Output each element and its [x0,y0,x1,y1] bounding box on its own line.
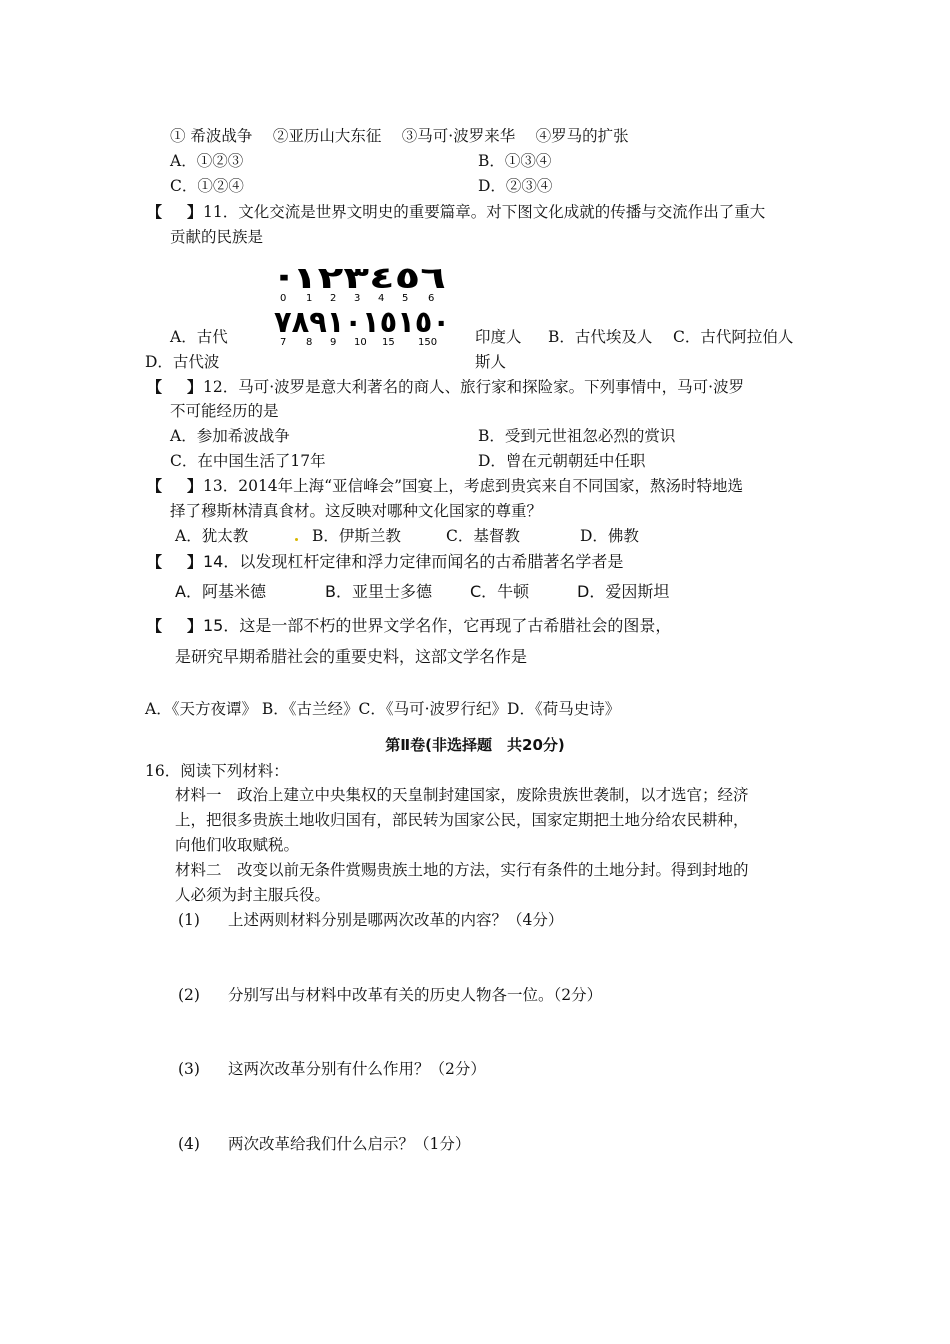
q15-options: A．《天方夜谭》 B．《古兰经》C．《马可·波罗行纪》D．《荷马史诗》 [145,700,621,718]
stray-dot [295,538,298,541]
q11-stem-line1: 11．文化交流是世界文明史的重要篇章。对下图文化成就的传播与交流作出了重大 [203,203,766,221]
answer-bracket-close: 】 [187,203,203,221]
answer-bracket-close: 】 [187,617,203,635]
q13-stem-line2: 择了穆斯林清真食材。这反映对哪种文化国家的尊重？ [170,502,543,520]
answer-bracket-open: 【 [147,203,163,221]
q15-stem-line1: 15．这是一部不朽的世界文学名作，它再现了古希腊社会的图景， [203,616,672,635]
q11-stem-line2: 贡献的民族是 [170,228,264,246]
numeral-label: 1 [306,293,313,304]
numeral-label: 7 [280,337,287,348]
numeral-label: 0 [280,293,287,304]
q13-option-c: C．基督教 [446,527,520,545]
q16-stem: 16．阅读下列材料： [145,762,289,780]
q16-sub2-number: (2) [178,986,200,1004]
q14-option-d: D．爱因斯坦 [577,582,670,601]
q13-option-d: D．佛教 [580,527,639,545]
q16-sub4-number: (4) [178,1135,200,1153]
section-title: 第Ⅱ卷(非选择题 共20分) [385,736,565,754]
answer-bracket-open: 【 [147,378,163,396]
answer-bracket-close: 】 [187,477,203,495]
q11-option-a-part2: 印度人 [475,328,522,346]
numeral-label: 3 [354,293,361,304]
q14-option-b: B．亚里士多德 [325,582,432,601]
q13-option-a: A．犹太教 [175,527,249,545]
q16-sub1-number: (1) [178,911,200,929]
numeral-label: 5 [402,293,409,304]
q10-option-b: B．①③④ [478,152,552,170]
answer-bracket-open: 【 [147,477,163,495]
numeral-label: 15 [382,337,395,348]
q12-option-c: C．在中国生活了17年 [170,452,326,470]
q16-sub4-text: 两次改革给我们什么启示？（1分） [228,1135,471,1153]
q10-option-d: D．②③④ [478,177,553,195]
q16-material2-line2: 人必须为封主服兵役。 [175,886,331,904]
q11-option-a-part1: A．古代 [170,328,228,346]
q12-stem-line1: 12．马可·波罗是意大利著名的商人、旅行家和探险家。下列事情中，马可·波罗 [203,378,745,396]
q16-sub3-text: 这两次改革分别有什么作用？（2分） [228,1060,486,1078]
q11-option-d-part1: D．古代波 [145,353,220,371]
answer-bracket-close: 】 [187,553,203,571]
answer-bracket-open: 【 [147,617,163,635]
q14-stem: 14．以发现杠杆定律和浮力定律而闻名的古希腊著名学者是 [203,552,624,571]
numeral-label: 6 [428,293,435,304]
answer-bracket-open: 【 [147,553,163,571]
q10-option-c: C．①②④ [170,177,244,195]
numerals-bottom-row: ٧٨٩١٠١٥١٥٠ [274,305,450,340]
q16-sub3-number: (3) [178,1060,200,1078]
numeral-label: 2 [330,293,337,304]
q16-material1-line3: 向他们收取赋税。 [175,836,300,854]
q11-option-d-part2: 斯人 [475,353,507,371]
numeral-label: 150 [418,337,438,348]
numerals-top-row: ·١٢٣٤٥٦ [276,266,402,296]
q16-material1-line1: 材料一 政治上建立中央集权的天皇制封建国家，废除贵族世袭制，以才选官；经济 [175,786,749,804]
q12-option-d: D．曾在元朝朝廷中任职 [478,452,646,470]
q10-option-a: A．①②③ [170,152,244,170]
q13-option-b: B．伊斯兰教 [312,527,401,545]
q12-stem-line2: 不可能经历的是 [170,402,279,420]
q10-items: ① 希波战争 ②亚历山大东征 ③马可·波罗来华 ④罗马的扩张 [170,127,629,145]
q16-sub1-text: 上述两则材料分别是哪两次改革的内容？（4分） [228,911,564,929]
q16-material1-line2: 上，把很多贵族土地收归国有，部民转为国家公民，国家定期把土地分给农民耕种， [175,811,749,829]
q11-option-b: B．古代埃及人 [548,328,653,346]
arabic-numerals-figure [272,266,462,348]
answer-bracket-close: 】 [187,378,203,396]
q11-option-c: C．古代阿拉伯人 [673,328,794,346]
q16-material2-line1: 材料二 改变以前无条件赏赐贵族土地的方法，实行有条件的土地分封。得到封地的 [175,861,749,879]
numeral-label: 9 [330,337,337,348]
q13-stem-line1: 13．2014年上海“亚信峰会”国宴上，考虑到贵宾来自不同国家，熬汤时特地选 [203,477,744,495]
q12-option-b: B．受到元世祖忽必烈的赏识 [478,427,676,445]
numeral-label: 8 [306,337,313,348]
q15-stem-line2: 是研究早期希腊社会的重要史料，这部文学名作是 [175,647,528,666]
numeral-label: 10 [354,337,367,348]
q12-option-a: A．参加希波战争 [170,427,290,445]
q14-option-a: A．阿基米德 [175,582,266,601]
q14-option-c: C．牛顿 [470,582,530,601]
numeral-label: 4 [378,293,385,304]
q16-sub2-text: 分别写出与材料中改革有关的历史人物各一位。（2分） [228,986,603,1004]
